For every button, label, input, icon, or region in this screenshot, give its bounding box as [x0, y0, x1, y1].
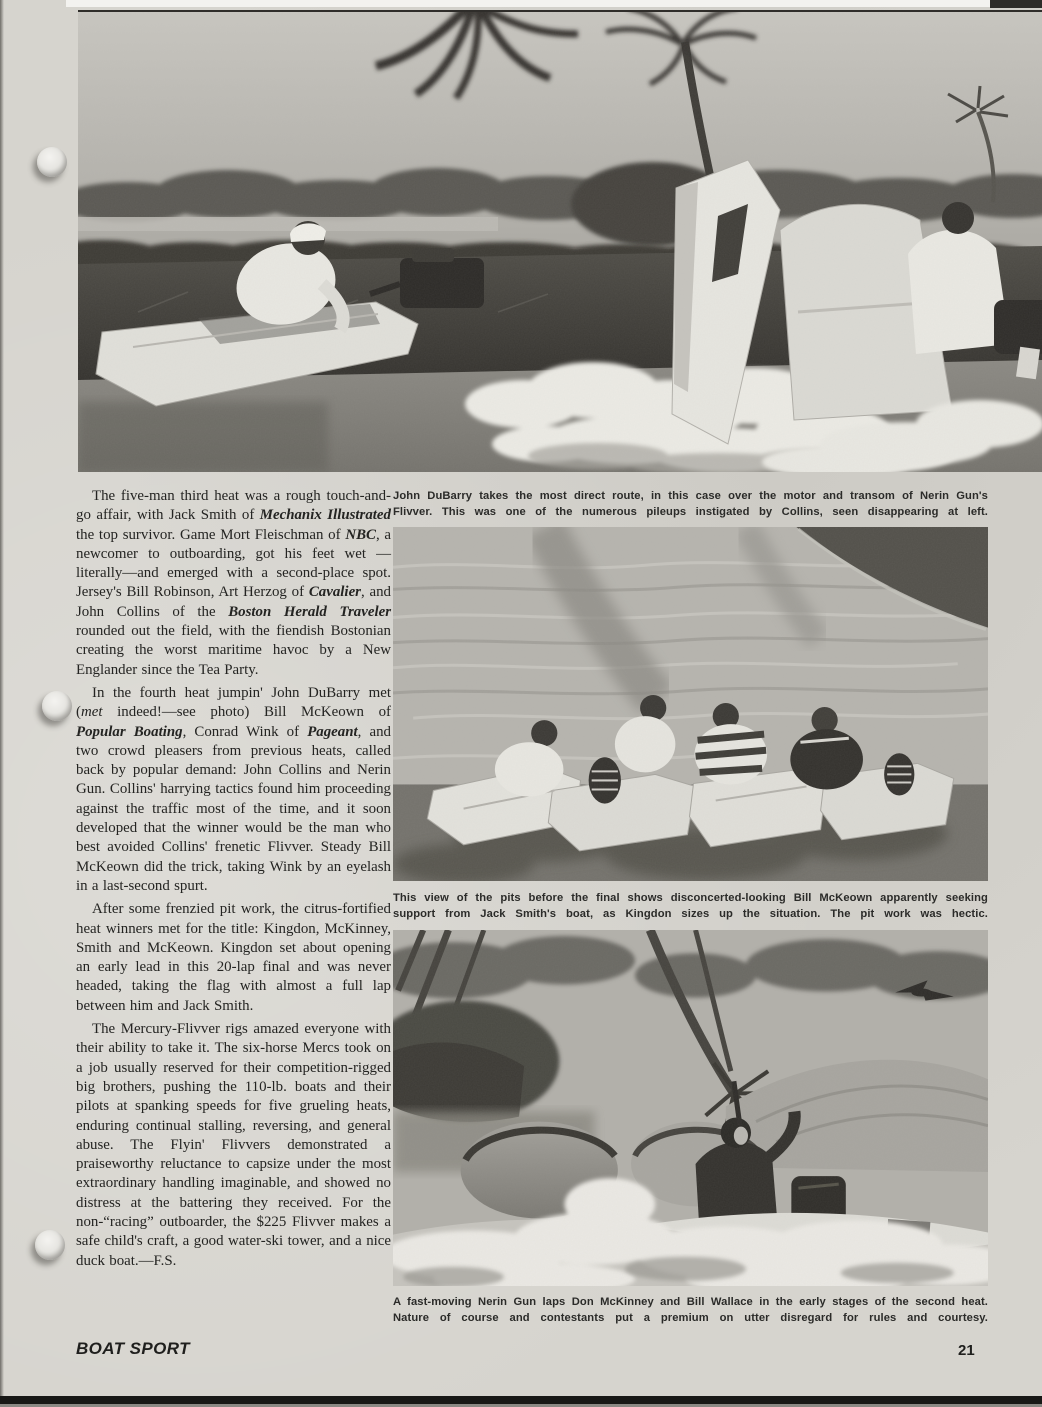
- article-paragraph: After some frenzied pit work, the citrus-fortified heat winners met for the title: Kingdon, McKinney, Smith and McKeown. Kingdon set about opening an early lead in this 20-lap final and was never headed, taking the flag with almost a full lap between him and Jack Smith.: [76, 901, 391, 1014]
- article-paragraph: The five-man third heat was a rough touch-and-go affair, with Jack Smith of Mechanix Illustrated the top survivor. Game Mort Fleischman of NBC, a newcomer to outboarding, got his feet wet —literally—and emerged with a second-place spot. Jersey's Bill Robinson, Art Herzog of Cavalier, and John Collins of the Boston Herald Traveler rounded out the field, with the fiendish Bostonian creating the worst maritime havoc by a New Englander since the Tea Party.: [76, 488, 392, 678]
- second-heat-race-photo: [393, 930, 988, 1286]
- photo-caption-bottom: A fast-moving Nerin Gun laps Don McKinney and Bill Wallace in the early stages of the second heat. Nature of course and contestants put a premium on utter disregard for rules and courtesy.: [393, 1296, 988, 1324]
- punch-hole: [42, 691, 72, 721]
- photo-caption-middle: This view of the pits before the final shows disconcerted-looking Bill McKeown apparently seeking support from Jack Smith's boat, as Kingdon sizes up the situation. The pit work was hectic.: [393, 892, 988, 920]
- hero-photo-frame: [78, 10, 1042, 472]
- article-column: [76, 487, 391, 1275]
- page-number: 21: [958, 1342, 975, 1359]
- page-top-edge: [66, 0, 1042, 7]
- pits-before-final-photo: [393, 527, 988, 881]
- punch-hole: [35, 1230, 65, 1260]
- magazine-title: BOAT SPORT: [76, 1339, 190, 1358]
- page-bottom-edge: [0, 1396, 1042, 1404]
- article-paragraph: In the fourth heat jumpin' John DuBarry met (met indeed!—see photo) Bill McKeown of Popular Boating, Conrad Wink of Pageant, and two crowd pleasers from previous heats, called back by popular demand: John Collins and Nerin Gun. Collins' harrying tactics found him proceeding against the traffic most of the time, and it soon developed that the winner would be the man who best avoided Collins' frenetic Flivver. Steady Bill McKeown did the trick, taking Wink by an eyelash in a last-second spurt.: [76, 684, 391, 894]
- punch-hole: [37, 147, 67, 177]
- heat-collision-photo: [78, 12, 1042, 472]
- page-left-edge-shadow: [0, 0, 4, 1407]
- pits-photo-frame: [393, 527, 988, 881]
- scan-dark-corner: [990, 0, 1042, 8]
- race-photo-frame: [393, 930, 988, 1286]
- photo-caption-top: John DuBarry takes the most direct route, in this case over the motor and transom of Nerin Gun's Flivver. This was one of the numerous pileups instigated by Collins, seen disappearing at left.: [393, 490, 988, 518]
- article-paragraph: The Mercury-Flivver rigs amazed everyone with their ability to take it. The six-horse Mercs took on a job usually reserved for their competition-rigged big brothers, pushing the 110-lb. boats and their pilots at spanking speeds for five grueling heats, enduring continual stalling, reversing, and general abuse. The Flyin' Flivvers demonstrated a praiseworthy reluctance to capsize under the most extraordinary handling imaginable, and showed no distress at the battering they received. For the non-“racing” outboarder, the $225 Flivver makes a safe child's craft, a good water-ski tower, and a nice duck boat.—F.S.: [76, 1021, 391, 1269]
